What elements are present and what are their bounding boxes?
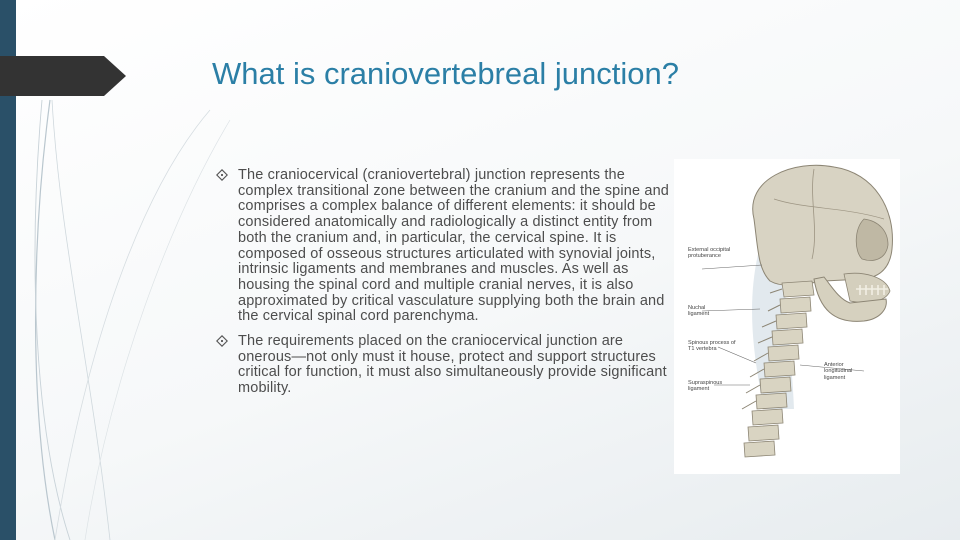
bullet-text: The craniocervical (craniovertebral) junction represents the complex transitional zone between the cranium and the spine and comprises a complex balance of different elements: it should be considered anatomically and radiologically a distinct entity from both the cranium and, in particular, the cervical spine. It is composed of osseous structures articulated with synovial joints, intrinsic ligaments and membranes and muscles. As well as housing the spinal cord and multiple cranial nerves, it is also approximated by critical vasculature supplying both the brain and the cervical spinal cord parenchyma.	[238, 167, 670, 325]
label-nuchal-ligament: Nuchal ligament	[688, 305, 710, 318]
label-external-protuberance: External occipital protuberance	[688, 247, 731, 260]
title-tab	[0, 56, 126, 96]
bullet-item	[214, 334, 674, 397]
label-spinous-process: Spinous process of T1 vertebra	[688, 340, 736, 353]
diamond-bullet-icon	[216, 169, 228, 181]
label-supraspinous-ligament: Supraspinous ligament	[688, 380, 723, 393]
bullet-item	[214, 168, 674, 325]
bullet-list	[214, 168, 674, 406]
anatomy-figure	[674, 159, 900, 474]
slide-title: What is craniovertebreal junction?	[212, 56, 679, 91]
diamond-bullet-icon	[216, 335, 228, 347]
bullet-text: The requirements placed on the craniocervical junction are onerous—not only must it house, protect and support structures critical for function, it must also simultaneously provide significant mobility.	[238, 333, 667, 397]
label-anterior-longitudinal: Anterior longitudinal ligament	[824, 362, 853, 381]
